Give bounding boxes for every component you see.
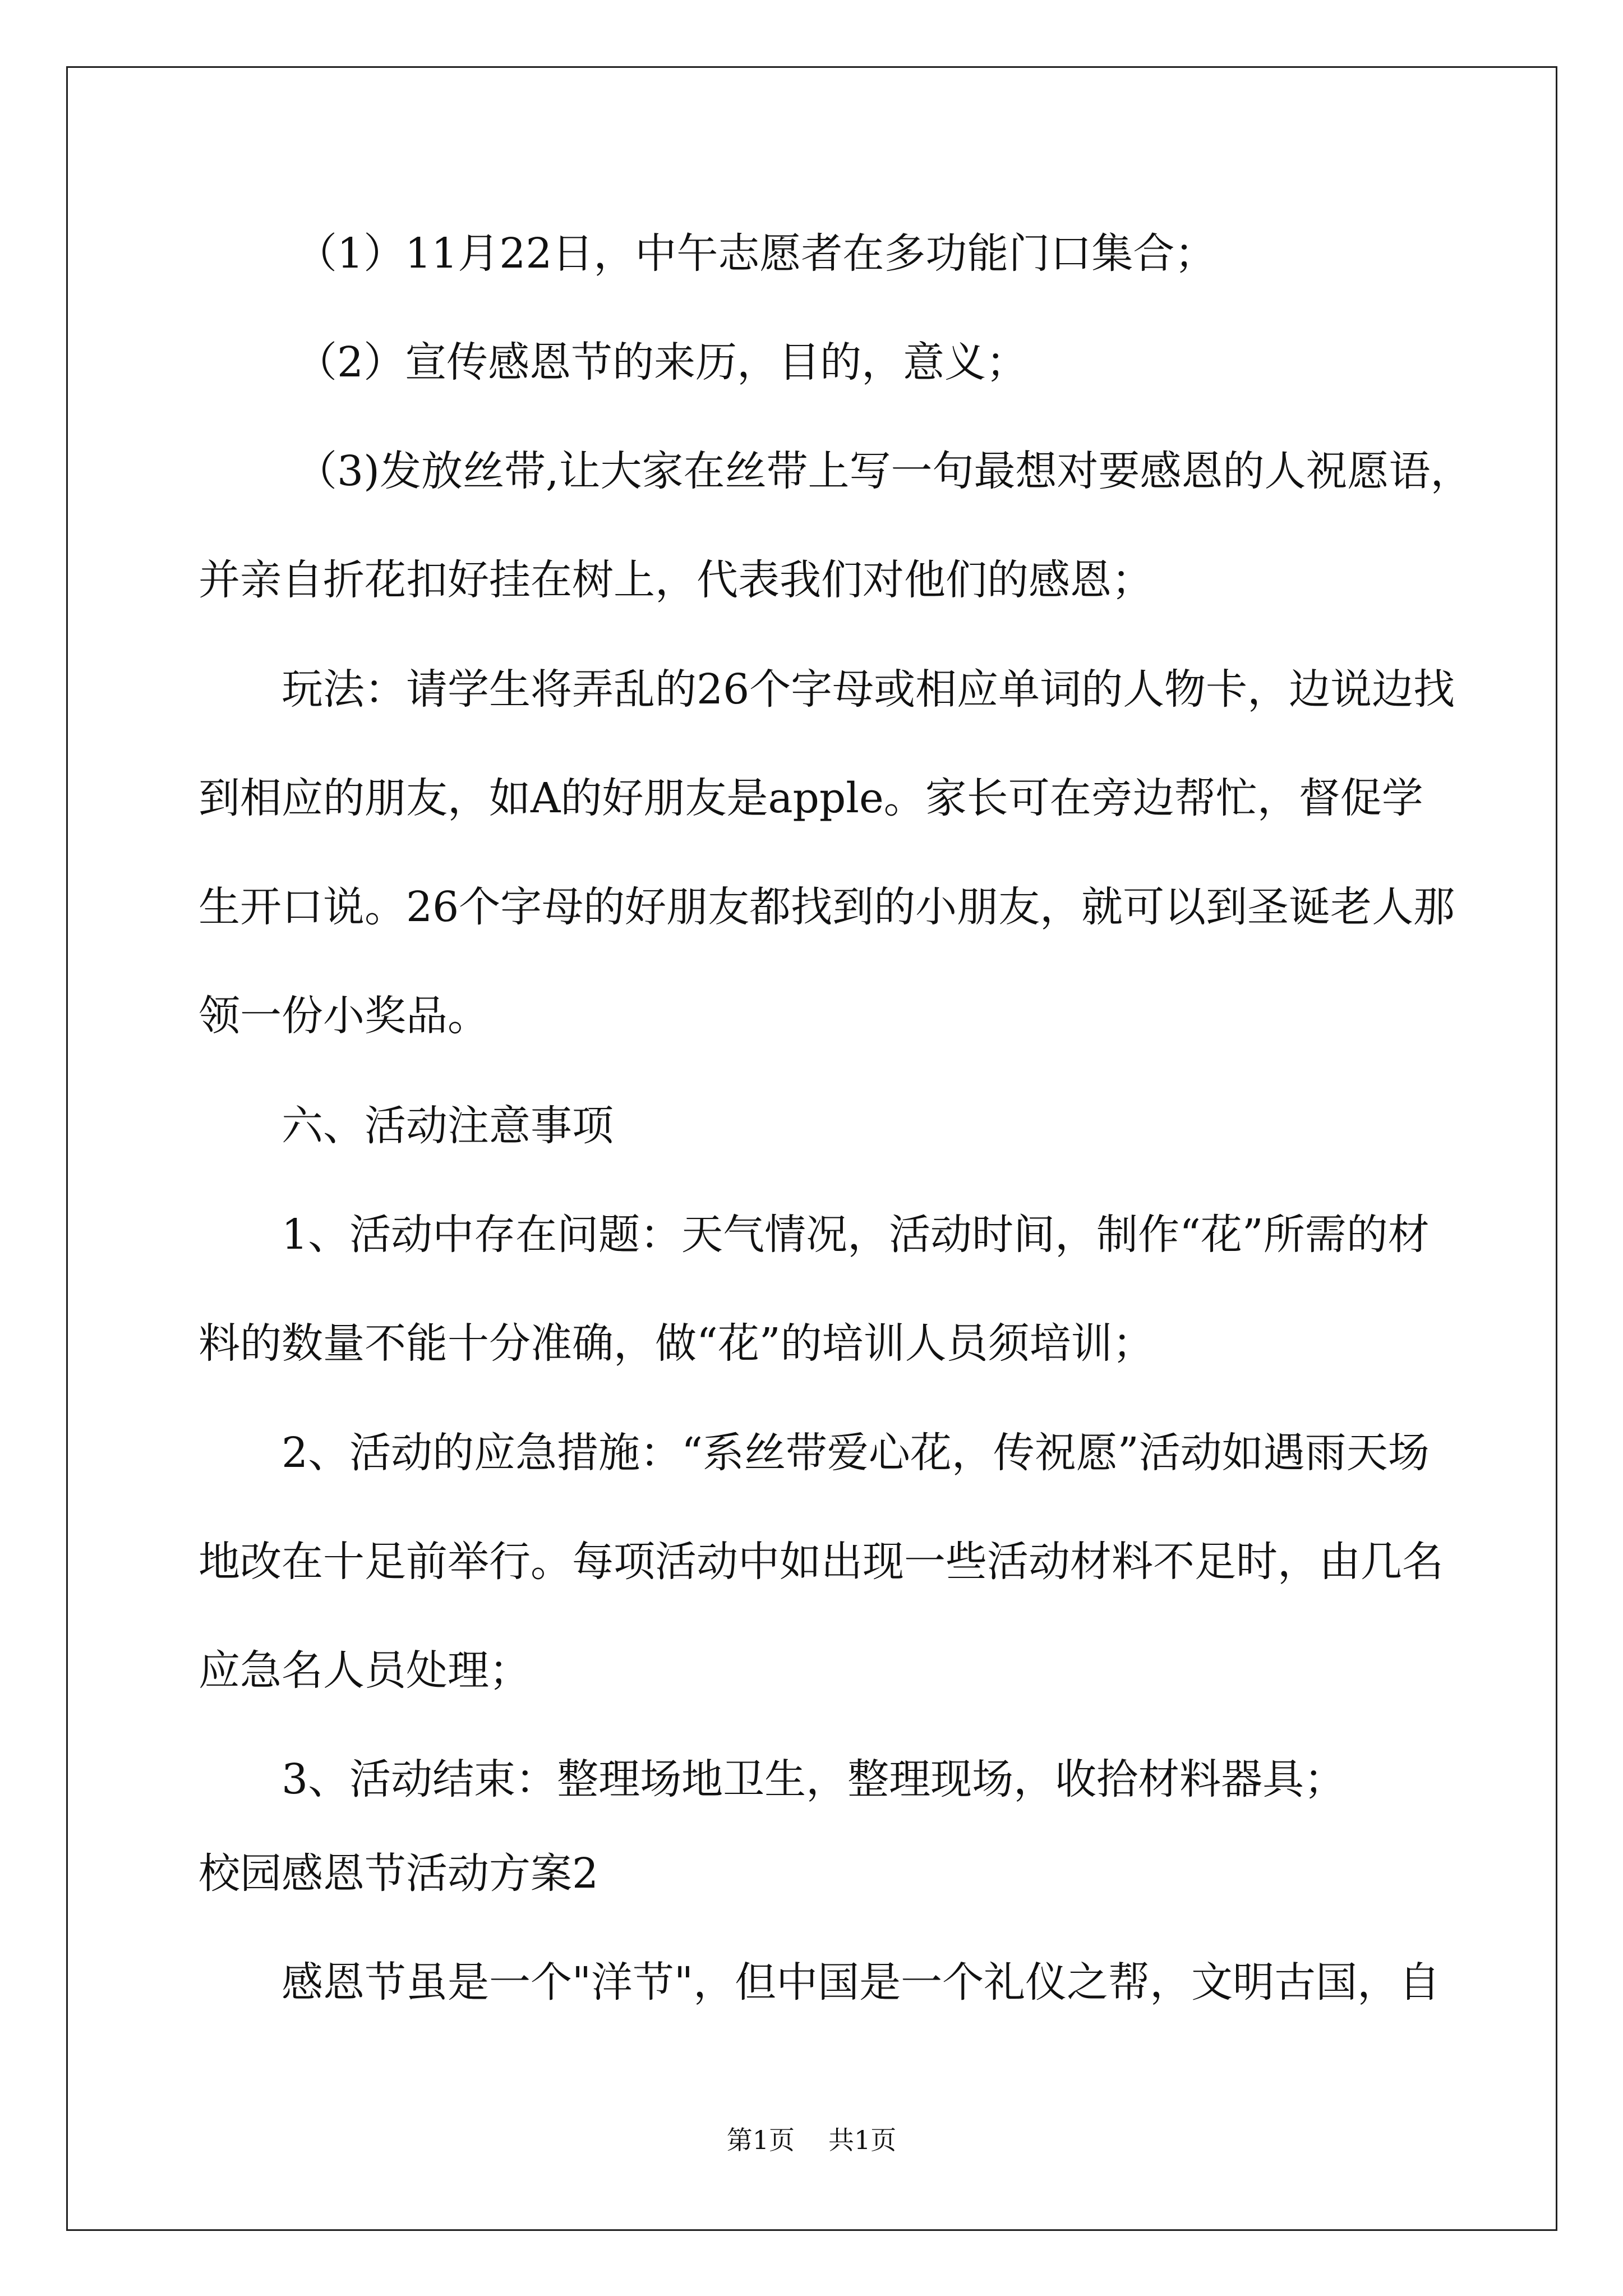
paragraph-line: 并亲自折花扣好挂在树上，代表我们对他们的感恩； bbox=[199, 556, 1153, 604]
paragraph-line: （1）11月22日，中午志愿者在多功能门口集合； bbox=[296, 229, 1216, 278]
paragraph-line: 生开口说。26个字母的好朋友都找到的小朋友，就可以到圣诞老人那 bbox=[199, 883, 1455, 931]
paragraph-line: 1、活动中存在问题：天气情况，活动时间，制作“花”所需的材 bbox=[282, 1211, 1430, 1259]
paragraph-line: （2）宣传感恩节的来历，目的，意义； bbox=[296, 338, 1028, 386]
paragraph-line: 到相应的朋友，如A的好朋友是apple。家长可在旁边帮忙，督促学 bbox=[199, 774, 1423, 822]
paragraph-line: 感恩节虽是一个"洋节"，但中国是一个礼仪之帮，文明古国，自 bbox=[282, 1958, 1441, 2007]
paragraph-line: 应急名人员处理； bbox=[199, 1646, 531, 1695]
page-number: 第1页 bbox=[726, 2125, 795, 2155]
page-footer bbox=[0, 2127, 1623, 2153]
page-total: 共1页 bbox=[828, 2125, 897, 2155]
paragraph-line: （3)发放丝带,让大家在丝带上写一句最想对要感恩的人祝愿语， bbox=[296, 447, 1472, 495]
section-title: 校园感恩节活动方案2 bbox=[199, 1849, 599, 1898]
paragraph-line: 领一份小奖品。 bbox=[199, 992, 489, 1040]
paragraph-line: 地改在十足前举行。每项活动中如出现一些活动材料不足时，由几名 bbox=[199, 1538, 1444, 1586]
paragraph-line: 2、活动的应急措施：“系丝带爱心花，传祝愿”活动如遇雨天场 bbox=[282, 1429, 1430, 1477]
paragraph-line: 料的数量不能十分准确，做“花”的培训人员须培训； bbox=[199, 1319, 1154, 1368]
section-heading: 六、活动注意事项 bbox=[282, 1102, 614, 1150]
paragraph-line: 3、活动结束：整理场地卫生，整理现场，收拾材料器具； bbox=[282, 1755, 1346, 1803]
paragraph-line: 玩法：请学生将弄乱的26个字母或相应单词的人物卡，边说边找 bbox=[282, 665, 1455, 714]
